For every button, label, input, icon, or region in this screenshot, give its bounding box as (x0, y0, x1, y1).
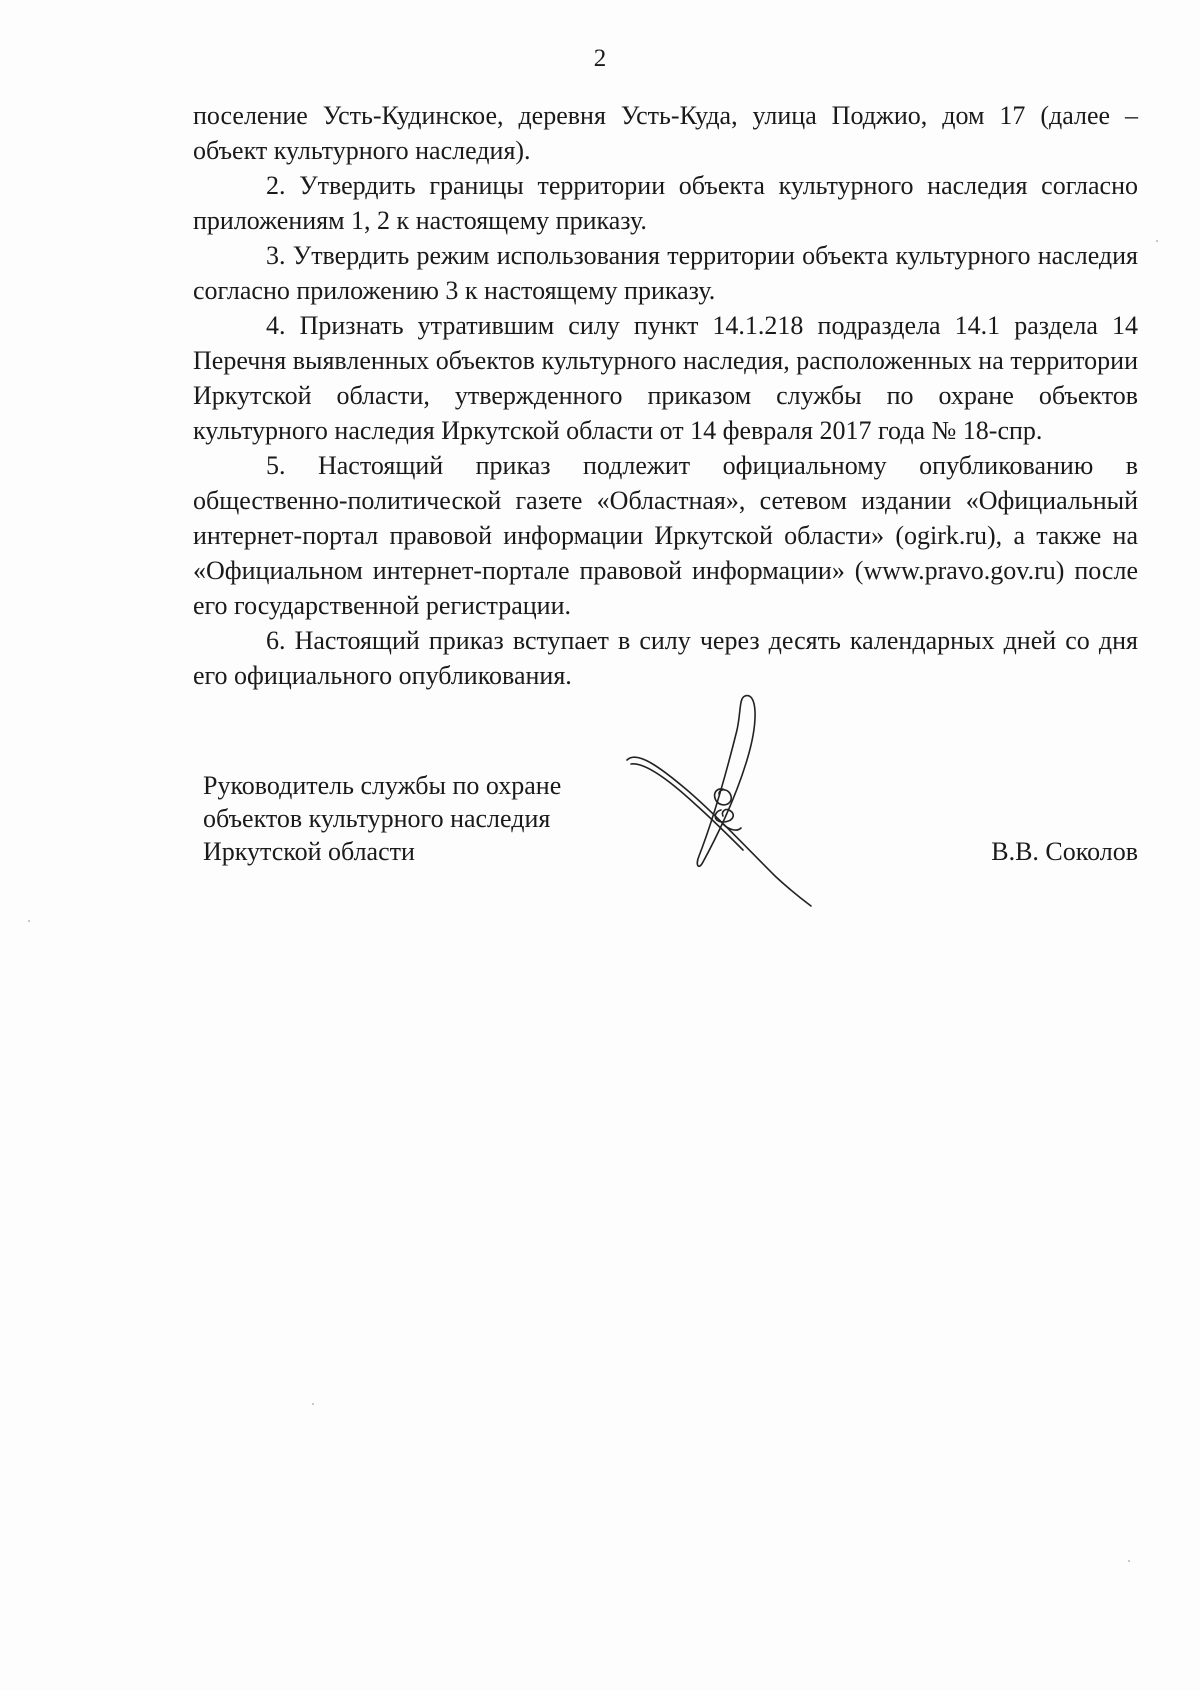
scan-speck (312, 1403, 314, 1405)
signatory-title-line: Руководитель службы по охране (203, 771, 562, 800)
scan-speck (1156, 240, 1158, 242)
scan-speck (28, 920, 30, 922)
paragraph-continued: поселение Усть-Кудинское, деревня Усть-Куда, улица Поджио, дом 17 (далее – объект культурного наследия). (193, 101, 1138, 165)
scan-speck (1128, 1560, 1130, 1562)
paragraph-item-5: 5. Настоящий приказ подлежит официальному опубликованию в общественно-политической газете «Областная», сетевом издании «Официальный интернет-портал правовой информации Иркутской области» (ogirk.ru), а также на «Официальном интернет-портале правовой информации» (www.pravo.gov.ru) после его государственной регистрации. (193, 451, 1138, 620)
paragraph-item-6: 6. Настоящий приказ вступает в силу через десять календарных дней со дня его официального опубликования. (193, 626, 1138, 690)
signatory-title (203, 769, 561, 868)
paragraph-item-4: 4. Признать утратившим силу пункт 14.1.218 подраздела 14.1 раздела 14 Перечня выявленных объектов культурного наследия, расположенных на территории Иркутской области, утвержденного приказом службы по охране объектов культурного наследия Иркутской области от 14 февраля 2017 года № 18-спр. (193, 311, 1138, 445)
signatory-title-line: Иркутской области (203, 837, 415, 866)
handwritten-signature (625, 690, 825, 910)
document-body (193, 98, 1138, 693)
signatory-name: В.В. Соколов (991, 837, 1138, 866)
signatory-title-line: объектов культурного наследия (203, 804, 551, 833)
paragraph-item-3: 3. Утвердить режим использования территории объекта культурного наследия согласно приложению 3 к настоящему приказу. (193, 241, 1138, 305)
page-number: 2 (593, 45, 607, 72)
paragraph-item-2: 2. Утвердить границы территории объекта культурного наследия согласно приложениям 1, 2 к настоящему приказу. (193, 171, 1138, 235)
